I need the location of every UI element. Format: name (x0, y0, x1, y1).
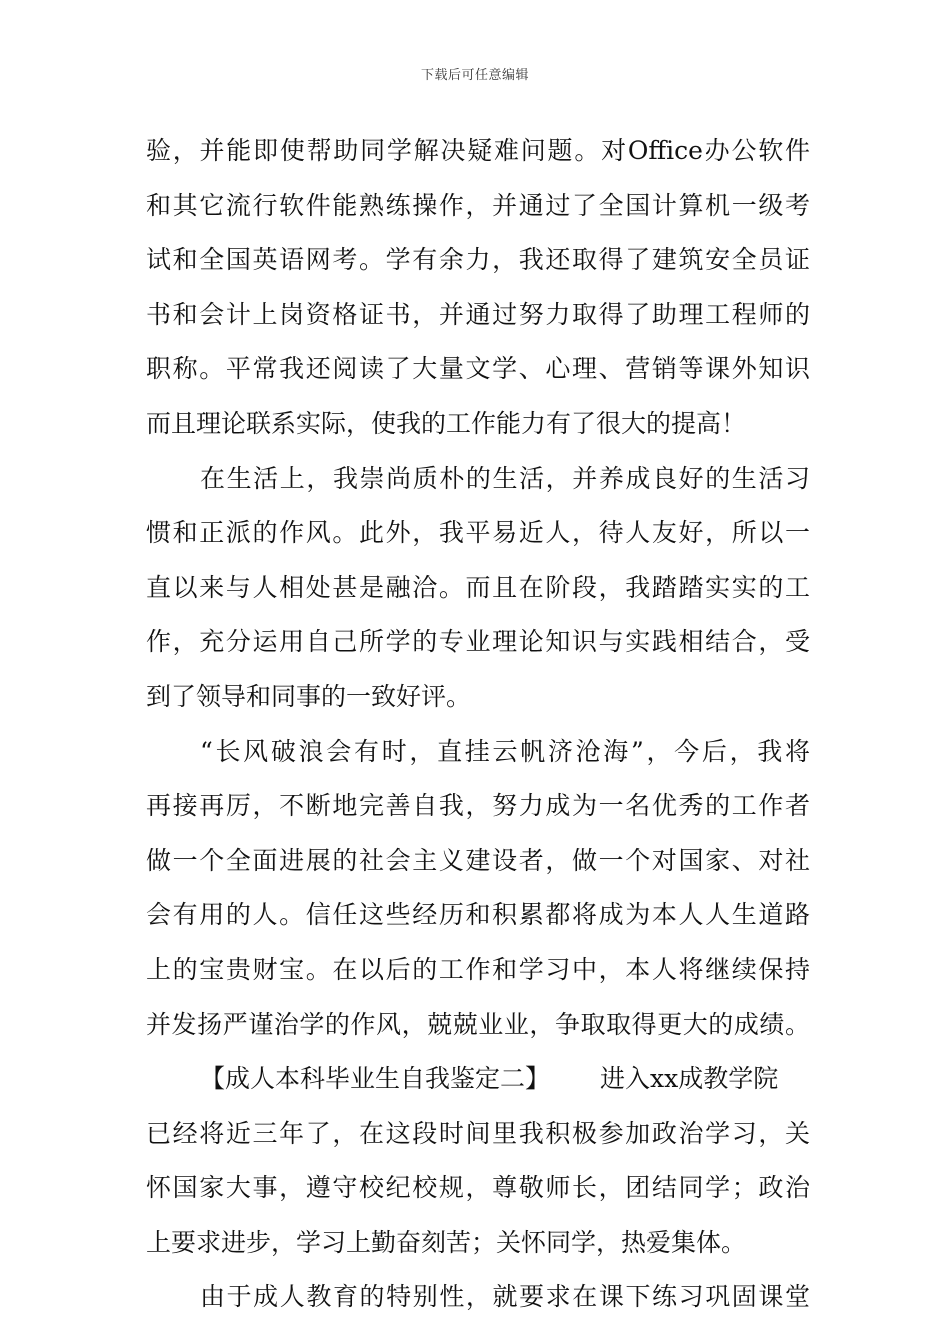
paragraph-2 (146, 452, 810, 725)
section-heading: 【成人本科毕业生自我鉴定二】 (200, 1064, 551, 1094)
text-line: 惯和正派的作风。此外，我平易近人，待人友好，所以一 (146, 518, 810, 548)
text-line: 上要求进步，学习上勤奋刻苦；关怀同学，热爱集体。 (146, 1227, 747, 1257)
paragraph-1 (146, 124, 810, 452)
text-line: 怀国家大事，遵守校纪校规，尊敬师长，团结同学；政治 (146, 1173, 810, 1203)
text-line: 作，充分运用自己所学的专业理论知识与实践相结合，受 (146, 627, 810, 657)
text-line: 上的宝贵财宝。在以后的工作和学习中，本人将继续保持 (146, 954, 810, 984)
text-line: 职称。平常我还阅读了大量文学、心理、营销等课外知识 (146, 354, 810, 384)
section-heading-continuation: 进入xx成教学院 (600, 1064, 779, 1094)
text-line: 再接再厉，不断地完善自我，努力成为一名优秀的工作者 (146, 791, 810, 821)
text-line: 在生活上，我崇尚质朴的生活，并养成良好的生活习 (200, 463, 810, 493)
text-line: 做一个全面进展的社会主义建设者，做一个对国家、对社 (146, 845, 810, 875)
text-line: 到了领导和同事的一致好评。 (146, 681, 472, 711)
section-heading-line (146, 1052, 810, 1107)
text-line: 由于成人教育的特别性，就要求在课下练习巩固课堂 (200, 1282, 810, 1312)
text-line: 书和会计上岗资格证书，并通过努力取得了助理工程师的 (146, 299, 810, 329)
text-line: 会有用的人。信任这些经历和积累都将成为本人人生道路 (146, 900, 810, 930)
text-line: 试和全国英语网考。学有余力，我还取得了建筑安全员证 (146, 245, 810, 275)
text-line: “长风破浪会有时，直挂云帆济沧海”，今后，我将 (200, 736, 810, 766)
text-line: 直以来与人相处甚是融洽。而且在阶段，我踏踏实实的工 (146, 572, 810, 602)
text-line: 并发扬严谨治学的作风，兢兢业业，争取取得更大的成绩。 (146, 1009, 810, 1039)
paragraph-4 (146, 1052, 810, 1270)
text-line: 验，并能即使帮助同学解决疑难问题。对Office办公软件 (146, 136, 810, 165)
text-line: 已经将近三年了，在这段时间里我积极参加政治学习，关 (146, 1118, 810, 1148)
document-body (146, 124, 810, 1325)
page-header: 下载后可任意编辑 (420, 68, 529, 83)
text-line: 而且理论联系实际，使我的工作能力有了很大的提高！ (146, 408, 747, 438)
text-line: 和其它流行软件能熟练操作，并通过了全国计算机一级考 (146, 190, 810, 220)
paragraph-3 (146, 725, 810, 1053)
paragraph-5 (146, 1270, 810, 1325)
